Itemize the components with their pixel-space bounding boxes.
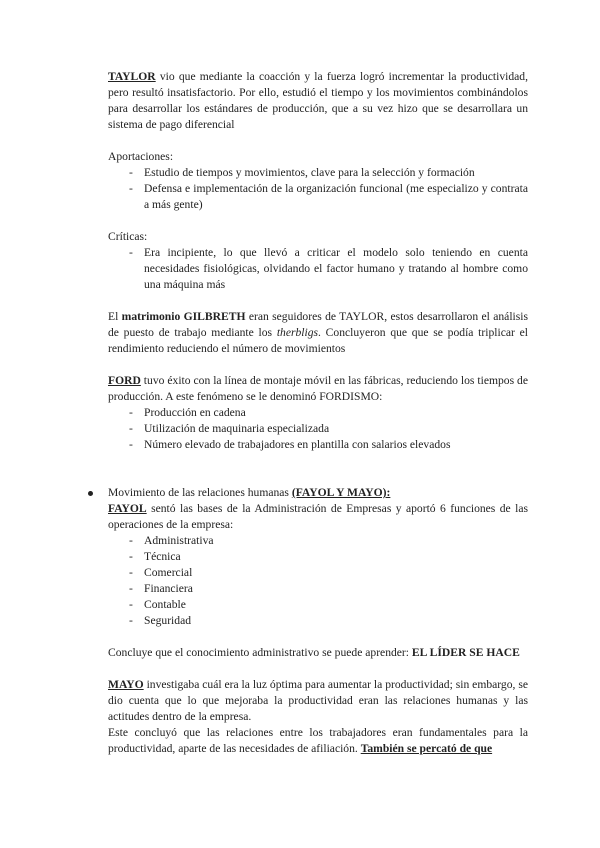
list-item: - Contable: [108, 597, 528, 613]
taylor-name: TAYLOR: [108, 70, 156, 83]
mayo-paragraph: [108, 677, 528, 725]
fayol-paragraph: [108, 501, 528, 533]
gilbreth-prefix: El: [108, 310, 122, 323]
mayo-text-2: Este concluyó que las relaciones entre los trabajadores eran fundamentales para la productividad, aparte de las necesidades de afiliación.: [108, 726, 528, 755]
mayo-text: investigaba cuál era la luz óptima para aumentar la productividad; sin embargo, se dio cuenta que lo que mejoraba la productividad eran las relaciones humanas y las actitudes dentro de la empresa.: [108, 678, 528, 723]
mayo-name: MAYO: [108, 678, 144, 691]
list-item: - Utilización de maquinaria especializada: [108, 421, 528, 437]
fayol-conclusion: [108, 645, 528, 661]
fayol-name: FAYOL: [108, 502, 147, 515]
mayo-paragraph-2: [108, 725, 528, 757]
fayol-text: sentó las bases de la Administración de Empresas y aportó 6 funciones de las operaciones de la empresa:: [108, 502, 528, 531]
human-relations-text: Movimiento de las relaciones humanas: [108, 486, 292, 499]
list-item: - Defensa e implementación de la organización funcional (me especializo y contrata a más gente): [108, 181, 528, 213]
list-item: - Financiera: [108, 581, 528, 597]
list-item: - Técnica: [108, 549, 528, 565]
list-item: - Era incipiente, lo que llevó a criticar el modelo solo teniendo en cuenta necesidades fisiológicas, olvidando el factor humano y tratando al hombre como una máquina más: [108, 245, 528, 293]
criticism-title: Críticas:: [108, 230, 148, 243]
list-item: - Comercial: [108, 565, 528, 581]
criticism-list: [108, 245, 528, 293]
gilbreth-text-2: . Concluyeron que que se podía triplicar el rendimiento reduciendo el número de movimientos: [108, 326, 528, 355]
contributions-list: [108, 165, 528, 213]
conclusion-text: Concluye que el conocimiento administrativo se puede aprender:: [108, 646, 412, 659]
contributions-title: Aportaciones:: [108, 150, 174, 163]
mayo-text-2-emph: También se percató de que: [360, 742, 493, 755]
therbligs-term: therbligs: [276, 326, 319, 339]
gilbreth-paragraph: [108, 309, 528, 357]
gilbreth-name: matrimonio GILBRETH: [121, 310, 246, 323]
gilbreth-text-1: eran seguidores de TAYLOR, estos desarrollaron el análisis de puesto de trabajo mediante los: [108, 310, 529, 339]
ford-text: tuvo éxito con la línea de montaje móvil en las fábricas, reduciendo los tiempos de producción. A este fenómeno se le denominó FORDISMO:: [108, 374, 528, 403]
human-relations-bullet: [108, 485, 528, 501]
human-relations-emph: (FAYOL Y MAYO):: [291, 486, 391, 499]
taylor-paragraph: [108, 69, 528, 133]
fayol-functions-list: [108, 533, 528, 629]
list-item: - Administrativa: [108, 533, 528, 549]
ford-list: [108, 405, 528, 453]
list-item: - Estudio de tiempos y movimientos, clave para la selección y formación: [108, 165, 528, 181]
conclusion-emph: EL LÍDER SE HACE: [411, 646, 520, 659]
bullet-dot-icon: [88, 491, 93, 496]
ford-paragraph: [108, 373, 528, 405]
taylor-text: vio que mediante la coacción y la fuerza logró incrementar la productividad, pero resultó insatisfactorio. Por ello, estudió el tiempo y los movimientos combinándolos para desarrollar los estándares de producción, que a su vez hizo que se desarrollara un sistema de pago diferencial: [108, 70, 528, 131]
list-item: - Número elevado de trabajadores en plantilla con salarios elevados: [108, 437, 528, 453]
list-item: - Seguridad: [108, 613, 528, 629]
ford-name: FORD: [108, 374, 141, 387]
list-item: - Producción en cadena: [108, 405, 528, 421]
